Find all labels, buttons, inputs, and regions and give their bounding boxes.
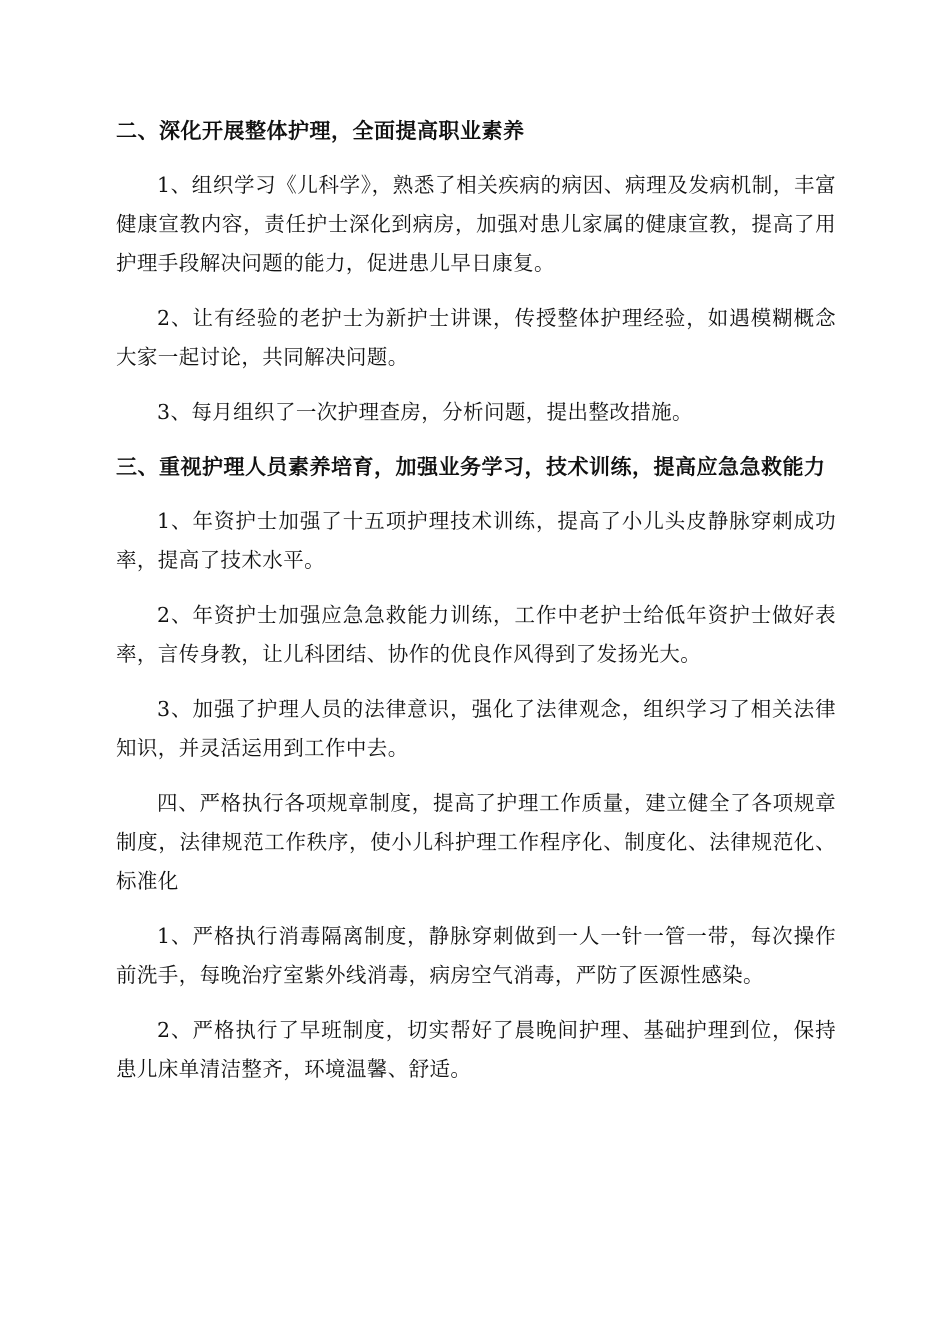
paragraph: 2、让有经验的老护士为新护士讲课，传授整体护理经验，如遇模糊概念大家一起讨论，共同解决问题。 <box>116 306 836 369</box>
paragraph: 1、年资护士加强了十五项护理技术训练，提高了小儿头皮静脉穿刺成功率，提高了技术水平。 <box>116 509 836 572</box>
paragraph: 3、加强了护理人员的法律意识，强化了法律观念，组织学习了相关法律知识，并灵活运用到工作中去。 <box>116 697 836 760</box>
paragraph: 1、组织学习《儿科学》，熟悉了相关疾病的病因、病理及发病机制，丰富健康宣教内容，责任护士深化到病房，加强对患儿家属的健康宣教，提高了用护理手段解决问题的能力，促进患儿早日康复。 <box>116 173 836 275</box>
paragraph: 3、每月组织了一次护理查房，分析问题，提出整改措施。 <box>157 400 693 424</box>
paragraph: 2、严格执行了早班制度，切实帮好了晨晚间护理、基础护理到位，保持患儿床单清洁整齐，环境温馨、舒适。 <box>116 1018 836 1081</box>
section-heading-4-paragraph: 四、严格执行各项规章制度，提高了护理工作质量，建立健全了各项规章制度，法律规范工作秩序，使小儿科护理工作程序化、制度化、法律规范化、标准化 <box>116 791 836 893</box>
section-heading-2: 二、深化开展整体护理，全面提高职业素养 <box>116 119 525 143</box>
section-heading-3: 三、重视护理人员素养培育，加强业务学习，技术训练，提高应急急救能力 <box>116 455 826 479</box>
paragraph: 1、严格执行消毒隔离制度，静脉穿刺做到一人一针一管一带，每次操作前洗手，每晚治疗室紫外线消毒，病房空气消毒，严防了医源性感染。 <box>116 924 836 987</box>
document-body <box>116 112 836 1105</box>
paragraph: 2、年资护士加强应急急救能力训练，工作中老护士给低年资护士做好表率，言传身教，让儿科团结、协作的优良作风得到了发扬光大。 <box>116 603 836 666</box>
